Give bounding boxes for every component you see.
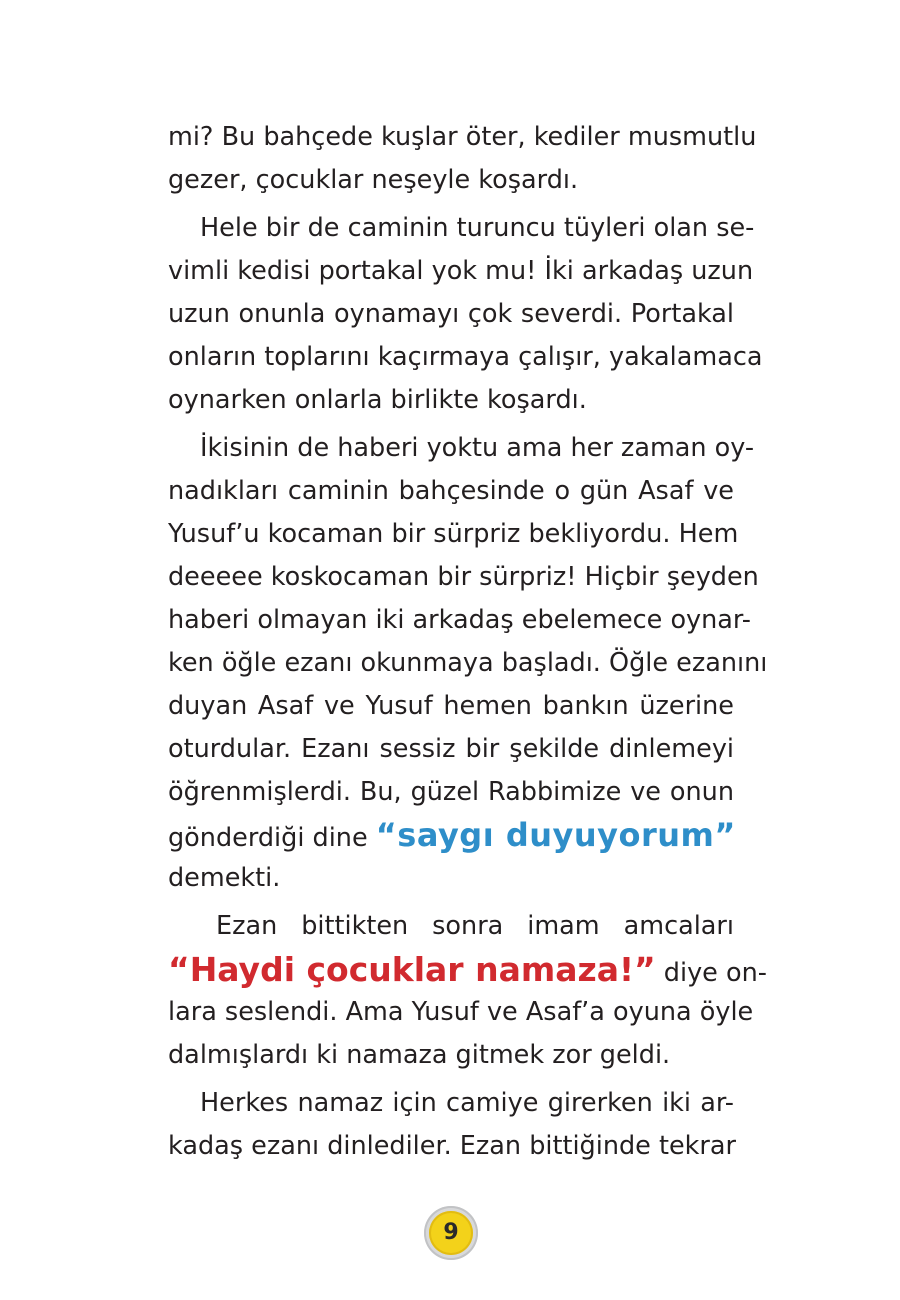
text-fragment: diye on- <box>655 958 767 988</box>
highlight-blue-phrase: “saygı duyuyorum” <box>375 816 736 854</box>
text-line: lara seslendi. Ama Yusuf ve Asaf’a oyuna öyle <box>168 997 754 1027</box>
text-line: kadaş ezanı dinlediler. Ezan bittiğinde tekrar <box>168 1131 737 1161</box>
page-text <box>168 116 768 1168</box>
text-line <box>168 948 767 991</box>
text-line: demekti. <box>168 863 281 893</box>
paragraph-4 <box>168 905 767 1077</box>
paragraph-1 <box>168 116 757 202</box>
text-line: mi? Bu bahçede kuşlar öter, kediler musmutlu <box>168 122 757 152</box>
text-line: deeeee koskocaman bir sürpriz! Hiçbir şeyden <box>168 562 759 592</box>
text-line <box>168 814 734 857</box>
text-line: gezer, çocuklar neşeyle koşardı. <box>168 165 579 195</box>
highlight-red-phrase: “Haydi çocuklar namaza!” <box>168 950 656 989</box>
text-line: Herkes namaz için camiye girerken iki ar- <box>200 1088 734 1118</box>
text-fragment: gönderdiği dine <box>168 823 376 853</box>
text-line: dalmışlardı ki namaza gitmek zor geldi. <box>168 1040 671 1070</box>
text-line: oturdular. Ezanı sessiz bir şekilde dinlemeyi <box>168 734 734 764</box>
text-line: ken öğle ezanı okunmaya başladı. Öğle ezanını <box>168 648 768 678</box>
paragraph-2 <box>168 207 763 422</box>
text-line: oynarken onlarla birlikte koşardı. <box>168 385 587 415</box>
page-number-badge <box>424 1206 478 1260</box>
text-line: İkisinin de haberi yoktu ama her zaman oy- <box>200 433 755 463</box>
text-line: Ezan bittikten sonra imam amcaları <box>216 911 734 941</box>
text-line: öğrenmişlerdi. Bu, güzel Rabbimize ve onun <box>168 777 734 807</box>
text-line: onların toplarını kaçırmaya çalışır, yakalamaca <box>168 342 763 372</box>
page-number: 9 <box>429 1211 473 1255</box>
text-line: duyan Asaf ve Yusuf hemen bankın üzerine <box>168 691 734 721</box>
paragraph-3 <box>168 427 768 900</box>
text-line: Hele bir de caminin turuncu tüyleri olan se- <box>200 213 755 243</box>
text-line: nadıkları caminin bahçesinde o gün Asaf ve <box>168 476 734 506</box>
text-line: vimli kedisi portakal yok mu! İki arkadaş uzun <box>168 256 754 286</box>
text-line: Yusuf’u kocaman bir sürpriz bekliyordu. Hem <box>168 519 739 549</box>
paragraph-5 <box>168 1082 737 1168</box>
text-line: uzun onunla oynamayı çok severdi. Portakal <box>168 299 734 329</box>
text-line: haberi olmayan iki arkadaş ebelemece oynar- <box>168 605 751 635</box>
